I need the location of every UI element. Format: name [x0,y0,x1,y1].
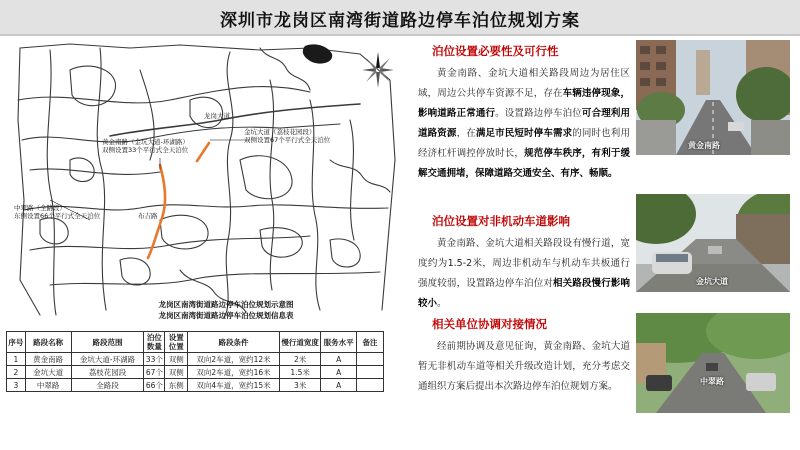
table-cell: 33个 [145,354,163,364]
table-cell: 双侧 [165,353,188,366]
table-cell: 双向4车道，宽约15米 [188,379,280,392]
table-cell [356,379,383,392]
road-network-map [10,40,402,320]
body-highlight: 车辆违停现象，影响道路正常通行 [418,88,630,119]
street-photo-image [636,40,790,155]
table-cell: 2 [7,366,26,379]
label-zhongcui-road: 中翠路（全路段） 东侧设置66个平行式全天泊位 [14,204,101,221]
page-title: 深圳市龙岗区南湾街道路边停车泊位规划方案 [220,11,580,31]
body-text: 黄金南路、金坑大道相关路段周边为居住区域，周边公共停车资源不足，存在 [418,68,630,99]
map-caption: 龙岗区南湾街道路边停车泊位规划示意图 [158,300,294,309]
table-cell: A [321,366,356,379]
header-space-count: 泊位数量 [144,332,165,353]
table-row [7,353,384,366]
photo-label: 中翠路 [700,377,724,386]
table-row [7,366,384,379]
compass-icon [360,50,396,90]
planning-map [10,40,402,320]
label-buji-road: 布吉路 [138,212,158,220]
table-cell [356,353,383,366]
header-service-level: 服务水平 [321,332,356,353]
table-cell: 金坑大道 [25,366,71,379]
section-body-necessity [418,64,630,184]
header-remarks: 备注 [356,332,383,353]
table-cell: 66个 [145,380,163,390]
section-title-coordination: 相关单位协调对接情况 [432,317,547,331]
table-cell: 全路段 [71,379,144,392]
parking-info-table [6,331,384,392]
header-index: 序号 [7,332,26,353]
body-highlight: 相关路段慢行影响较小 [418,278,630,309]
table-cell: 2米 [279,353,321,366]
table-cell: 3米 [279,379,321,392]
section-title-slow-lane: 泊位设置对非机动车道影响 [432,214,570,228]
body-text: ，在 [456,128,476,139]
section-body-slow-lane [418,234,630,314]
street-photo-image [636,313,790,413]
body-text: 经前期协调及意见征询，黄金南路、金坑大道暂无非机动车道等相关升级改造计划，充分考虑交通组织方案后提出本次路边停车泊位规划方案。 [418,341,630,392]
table-header-row [7,332,384,353]
label-jinkeng-avenue: 金坑大道（荔枝花园段） 双侧设置67个平行式全天泊位 [244,128,331,145]
table-cell: 1.5米 [279,366,321,379]
table-cell [356,366,383,379]
body-text: 。设置路边停车泊位 [495,108,582,119]
table-cell: 荔枝花园段 [71,366,144,379]
title-bar [0,0,800,36]
table-cell: 67个 [145,367,163,377]
photo-label: 黄金南路 [688,141,720,150]
table-cell: A [321,353,356,366]
table-cell: A [321,379,356,392]
body-highlight: 满足市民短时停车需求 [475,128,573,139]
header-position: 设置位置 [165,332,188,353]
table-cell: 黄金南路 [25,353,71,366]
body-text: 的同时也利用经济杠杆调控停放时长， [418,128,630,159]
section-title-necessity: 泊位设置必要性及可行性 [432,44,559,58]
table-cell: 3 [7,379,26,392]
table-cell: 1 [7,353,26,366]
table-cell: 金坑大道-环湖路 [71,353,144,366]
jinkeng-segment-line [197,143,209,161]
label-huangjin-road: 黄金南路（金坑大道-环湖路） 双侧设置33个平行式全天泊位 [102,138,189,155]
photo-zhongcui-road [636,313,790,413]
label-longgang-avenue: 龙岗大道 [204,112,230,120]
table-cell: 中翠路 [25,379,71,392]
table-cell: 双向2车道，宽约16米 [188,366,280,379]
table-cell: 东侧 [165,379,188,392]
photo-label: 金坑大道 [696,277,728,286]
body-highlight: 规范停车秩序，有利于缓解交通拥堵，保障道路交通安全、有序、畅顺。 [418,148,630,179]
table-cell: 双向2车道，宽约12米 [188,353,280,366]
table-caption: 龙岗区南湾街道路边停车泊位规划信息表 [158,311,294,320]
header-road-condition: 路段条件 [188,332,280,353]
table-row [7,379,384,392]
photo-huangjin-road [636,40,790,155]
header-road-name: 路段名称 [25,332,71,353]
table-cell: 双侧 [165,366,188,379]
section-body-coordination [418,337,630,397]
header-road-range: 路段范围 [71,332,144,353]
header-slow-lane-width: 慢行道宽度 [279,332,321,353]
body-text: 黄金南路、金坑大道相关路段设有慢行道，宽度约为1.5-2米，周边非机动车与机动车共板通行强度较弱，设置路边停车泊位对 [418,238,630,289]
body-highlight: 可合理利用道路资源 [418,108,630,139]
photo-jinkeng-avenue [636,194,790,292]
body-text: 。 [437,298,447,309]
